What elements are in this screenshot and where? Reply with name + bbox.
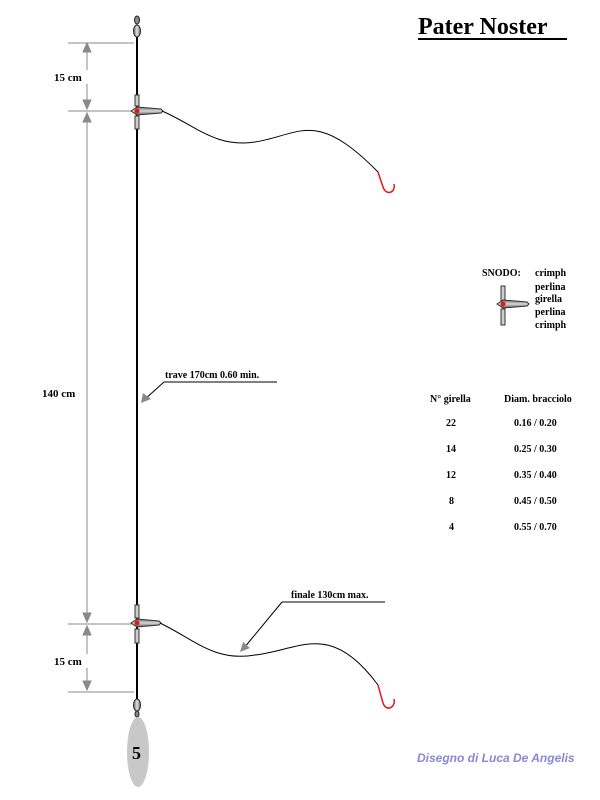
finale-pointer [240,602,385,652]
table-cell-girella: 4 [449,522,454,533]
dimension-bottom-label: 15 cm [54,656,82,668]
snodo-part: crimph [535,320,567,331]
snodo-heading: SNODO: [482,268,521,279]
snodo-part: crimph [535,268,567,279]
table-header-girella: N° girella [430,394,471,405]
snodo-part: perlina [535,307,566,318]
top-swivel-icon [134,16,141,37]
snodo-part: perlina [535,282,566,293]
table-cell-girella: 14 [446,444,456,455]
credit-text: Disegno di Luca De Angelis [417,751,575,765]
table-cell-girella: 8 [449,496,454,507]
lower-hook-icon [378,685,394,708]
trave-label: trave 170cm 0.60 min. [165,370,260,381]
sinker-weight-label: 5 [132,743,141,763]
upper-hook-icon [378,172,394,192]
table-cell-diam: 0.35 / 0.40 [514,470,557,481]
lower-snood [160,623,378,685]
dimension-lines [68,43,134,692]
table-cell-diam: 0.45 / 0.50 [514,496,557,507]
dimension-top-label: 15 cm [54,72,82,84]
table-header-diam: Diam. bracciolo [504,394,572,405]
dimension-middle-label: 140 cm [42,388,76,400]
snodo-part: girella [535,294,563,305]
title: Pater Noster [418,14,548,40]
table-cell-girella: 22 [446,418,456,429]
upper-knot-icon [131,95,163,129]
finale-label: finale 130cm max. [291,590,369,601]
table-cell-girella: 12 [446,470,456,481]
table-cell-diam: 0.25 / 0.30 [514,444,557,455]
table-cell-diam: 0.55 / 0.70 [514,522,557,533]
trave-pointer [141,382,277,403]
table-cell-diam: 0.16 / 0.20 [514,418,557,429]
upper-snood [162,111,378,172]
snodo-knot-icon [497,286,529,325]
swivel-table [430,394,572,533]
bottom-swivel-icon [134,699,141,717]
lower-knot-icon [131,605,161,643]
